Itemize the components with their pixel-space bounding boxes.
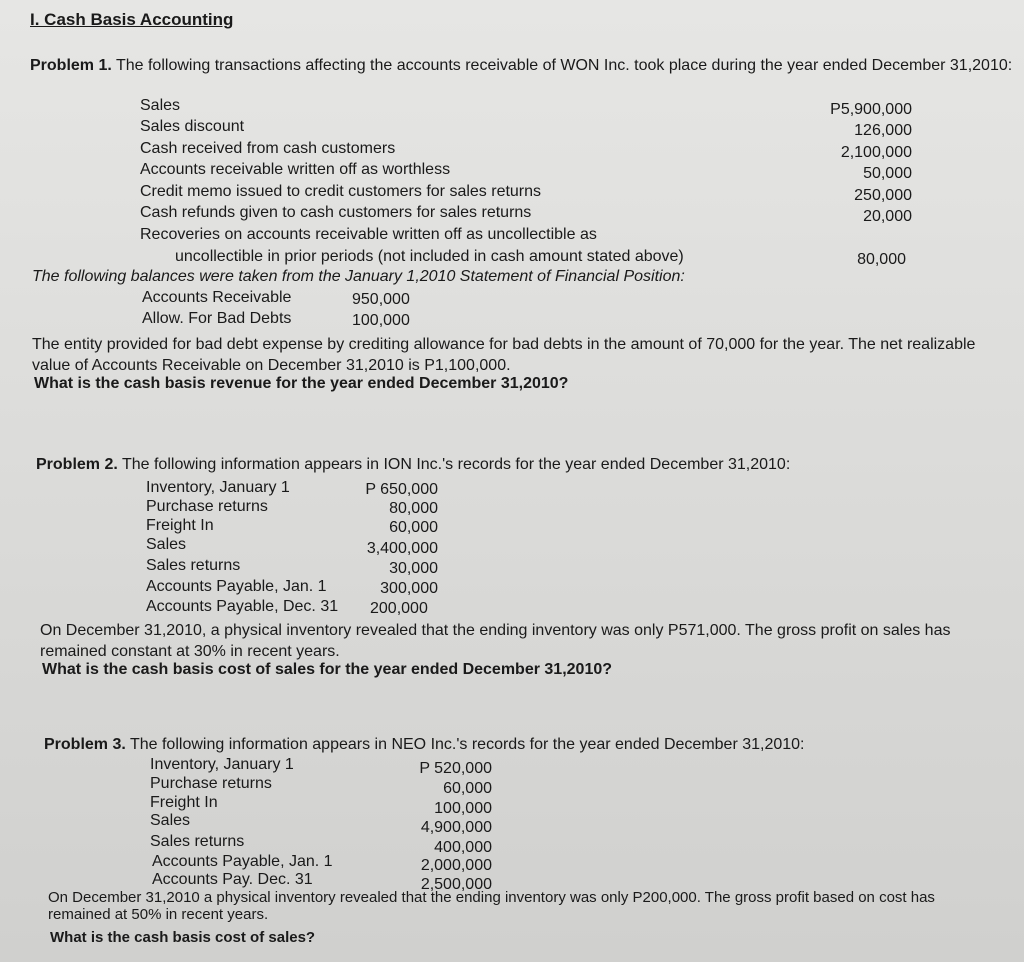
problem3-intro <box>44 736 805 754</box>
p1-item-amount: 126,000 <box>854 122 912 139</box>
section-heading: I. Cash Basis Accounting <box>30 10 234 29</box>
p3-item-amount: 400,000 <box>434 839 492 856</box>
problem2-intro <box>36 456 790 474</box>
p3-item-label: Accounts Pay. Dec. 31 <box>152 871 313 888</box>
p1-note: The entity provided for bad debt expense by crediting allowance for bad debts in the amount of 70,000 for the year. The net realizable value of Accounts Receivable on December 31,2010 is P1,100,000. <box>32 336 976 374</box>
p1-balance-label: Allow. For Bad Debts <box>142 310 292 327</box>
p2-item-amount: 80,000 <box>389 500 438 517</box>
p1-item-label: Recoveries on accounts receivable written off as uncollectible as <box>140 226 597 243</box>
p2-item-amount: 300,000 <box>380 580 438 597</box>
problem1-intro <box>30 55 1020 76</box>
p3-item-label: Inventory, January 1 <box>150 756 294 773</box>
p3-item-amount: 2,500,000 <box>420 876 492 893</box>
p2-item-label: Accounts Payable, Dec. 31 <box>146 598 339 615</box>
p1-question: What is the cash basis revenue for the year ended December 31,2010? <box>34 375 569 392</box>
p2-item-amount: 3,400,000 <box>366 540 438 557</box>
p2-question: What is the cash basis cost of sales for the year ended December 31,2010? <box>42 661 613 678</box>
problem1-intro-text: The following transactions affecting the accounts receivable of WON Inc. took place during the year ended December 31,2010: <box>115 57 1013 74</box>
p1-item-label: Sales discount <box>140 118 245 135</box>
p2-item-label: Purchase returns <box>146 498 268 515</box>
p3-item-label: Accounts Payable, Jan. 1 <box>152 853 333 870</box>
p2-item-amount: P 650,000 <box>365 481 438 498</box>
p1-item-label: uncollectible in prior periods (not included in cash amount stated above) <box>175 248 684 265</box>
p3-item-label: Freight In <box>150 794 218 811</box>
p1-balance-label: Accounts Receivable <box>142 289 292 306</box>
problem3-intro-text: The following information appears in NEO Inc.'s records for the year ended December 31,2010: <box>129 736 805 753</box>
p3-item-amount: P 520,000 <box>419 760 492 777</box>
p3-item-label: Purchase returns <box>150 775 272 792</box>
p1-item-amount: 250,000 <box>854 187 912 204</box>
p3-item-amount: 2,000,000 <box>420 857 492 874</box>
p3-item-label: Sales returns <box>150 833 245 850</box>
p1-balances-intro: The following balances were taken from the January 1,2010 Statement of Financial Position: <box>32 268 685 285</box>
p3-item-amount: 4,900,000 <box>420 819 492 836</box>
p3-item-amount: 100,000 <box>434 800 492 817</box>
p1-item-amount: 50,000 <box>863 165 912 182</box>
p3-note: On December 31,2010 a physical inventory revealed that the ending inventory was only P200,000. The gross profit based on cost has remained at 50% in recent years. <box>48 889 935 923</box>
p3-item-label: Sales <box>150 812 191 829</box>
p1-item-label: Credit memo issued to credit customers for sales returns <box>140 183 542 200</box>
problem1-label: Problem 1. <box>30 57 112 74</box>
p2-item-amount: 200,000 <box>370 600 428 617</box>
p3-item-amount: 60,000 <box>443 780 492 797</box>
p1-item-label: Sales <box>140 97 181 114</box>
p1-item-label: Accounts receivable written off as worthless <box>140 161 451 178</box>
p2-item-label: Inventory, January 1 <box>146 479 290 496</box>
p1-item-label: Cash refunds given to cash customers for sales returns <box>140 204 532 221</box>
p2-item-label: Sales returns <box>146 557 241 574</box>
problem3-label: Problem 3. <box>44 736 126 753</box>
p2-item-label: Accounts Payable, Jan. 1 <box>146 578 327 595</box>
p1-item-amount: P5,900,000 <box>830 101 912 118</box>
problem2-label: Problem 2. <box>36 456 118 473</box>
p1-balance-amount: 950,000 <box>352 291 410 308</box>
p1-item-label: Cash received from cash customers <box>140 140 396 157</box>
p2-item-label: Sales <box>146 536 187 553</box>
p2-item-amount: 60,000 <box>389 519 438 536</box>
problem2-intro-text: The following information appears in ION Inc.'s records for the year ended December 31,2010: <box>121 456 791 473</box>
p1-item-amount: 2,100,000 <box>840 144 912 161</box>
p1-balance-amount: 100,000 <box>352 312 410 329</box>
p2-item-label: Freight In <box>146 517 214 534</box>
p2-item-amount: 30,000 <box>389 560 438 577</box>
p3-question: What is the cash basis cost of sales? <box>50 929 316 946</box>
p2-note: On December 31,2010, a physical inventory revealed that the ending inventory was only P571,000. The gross profit on sales has remained constant at 30% in recent years. <box>40 622 951 660</box>
p1-item-amount: 20,000 <box>863 208 912 225</box>
p1-item-amount: 80,000 <box>857 251 906 268</box>
